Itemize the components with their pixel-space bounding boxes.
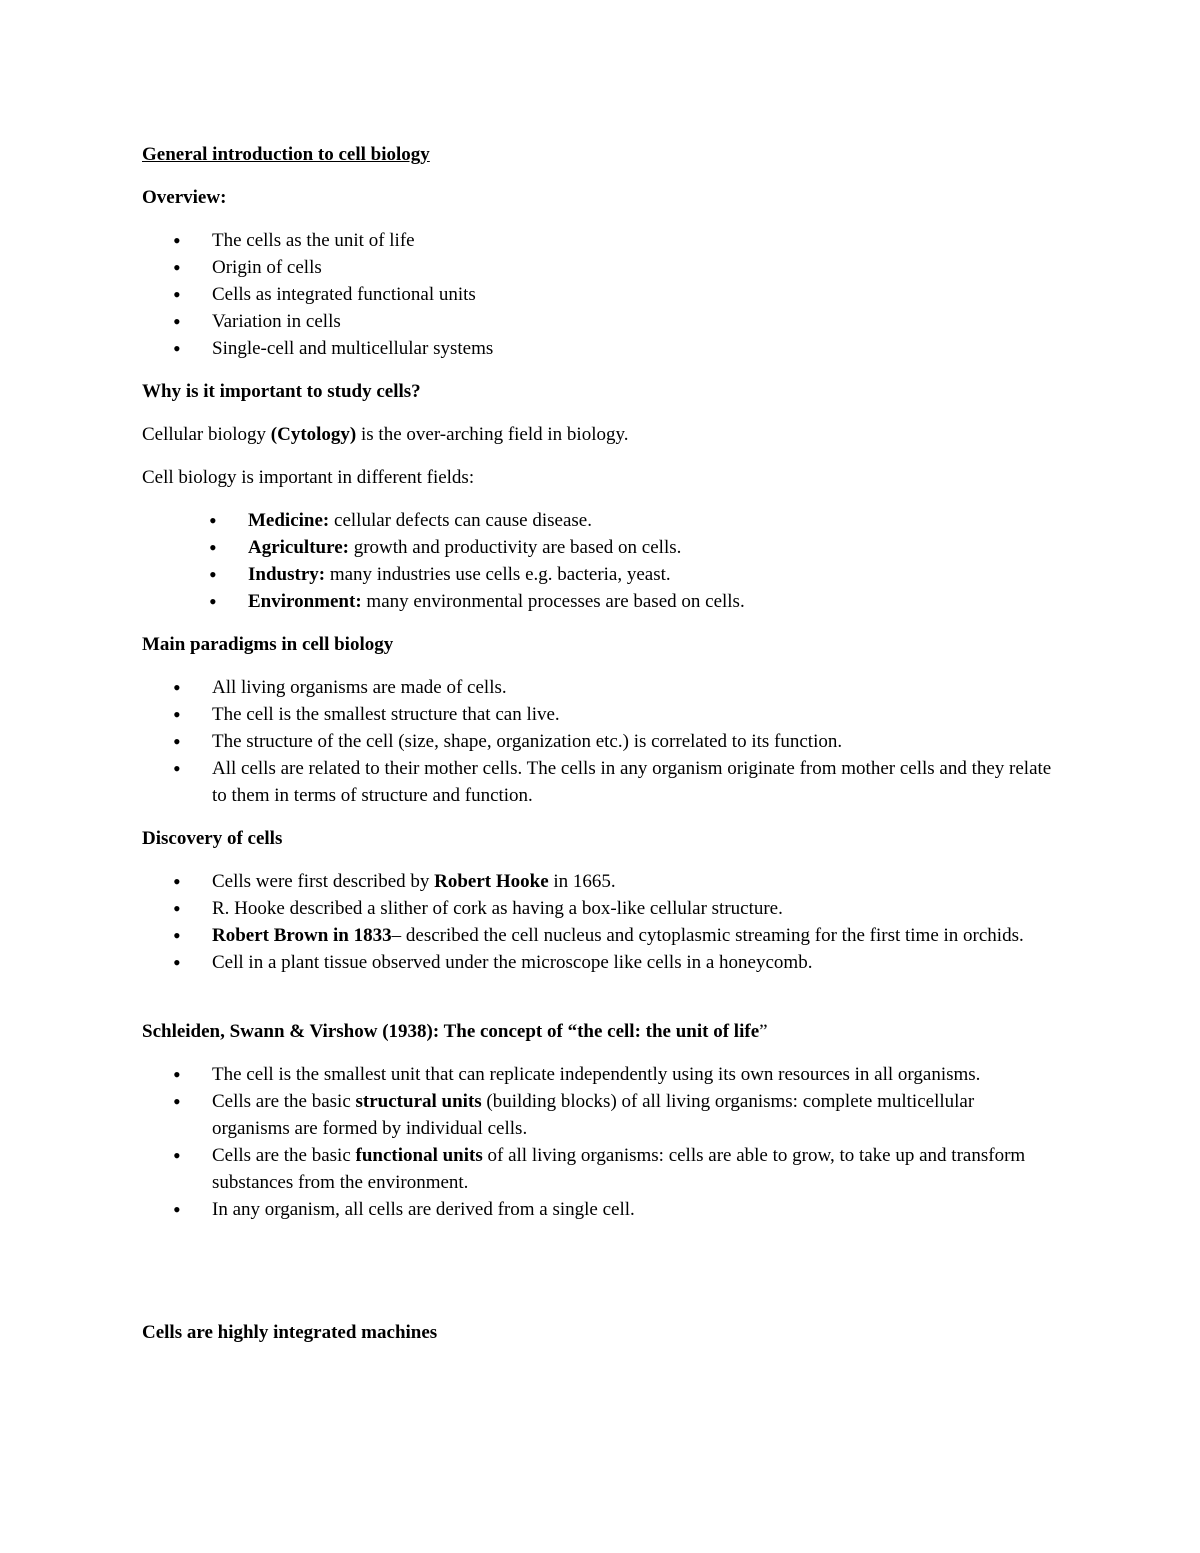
- cytology-paragraph: [142, 421, 1052, 448]
- text-run: Cellular biology: [142, 424, 271, 445]
- text-run: Cells are the basic: [212, 1091, 356, 1112]
- text-run: in 1665.: [548, 871, 616, 892]
- list-item: • All cells are related to their mother cells. The cells in any organism originate from mother cells and they relate to them in terms of structure and function.: [142, 755, 1052, 809]
- field-label: Environment:: [248, 591, 362, 612]
- list-item: • The structure of the cell (size, shape, organization etc.) is correlated to its function.: [142, 728, 1052, 755]
- text-run: Cells are the basic: [212, 1145, 356, 1166]
- list-item: • Cell in a plant tissue observed under the microscope like cells in a honeycomb.: [142, 949, 1052, 976]
- discovery-list: [142, 868, 1052, 976]
- bold-term: (Cytology): [270, 424, 357, 445]
- field-text: growth and productivity are based on cells.: [348, 537, 682, 558]
- list-item: [142, 561, 1052, 588]
- text-run: Cells were first described by: [212, 871, 435, 892]
- list-item: • All living organisms are made of cells.: [142, 674, 1052, 701]
- bold-term: Robert Hooke: [434, 871, 549, 892]
- fields-list: [142, 507, 1052, 615]
- text-run: of all living organisms: cells are able to grow, to take up and transform substances from the environment.: [212, 1145, 1026, 1193]
- overview-heading: Overview:: [142, 187, 227, 208]
- list-item: • Variation in cells: [142, 308, 1052, 335]
- bold-term: Robert Brown in 1833: [212, 925, 392, 946]
- list-item: • Origin of cells: [142, 254, 1052, 281]
- list-item: [142, 507, 1052, 534]
- bold-term: functional units: [355, 1145, 483, 1166]
- field-label: Agriculture:: [248, 537, 349, 558]
- list-item: • In any organism, all cells are derived from a single cell.: [142, 1196, 1052, 1223]
- why-heading: Why is it important to study cells?: [142, 381, 421, 402]
- list-item: [142, 1088, 1052, 1142]
- field-text: cellular defects can cause disease.: [329, 510, 592, 531]
- list-item: [142, 922, 1052, 949]
- list-item: • Single-cell and multicellular systems: [142, 335, 1052, 362]
- text-run: (building blocks) of all living organisms: complete multicellular organisms are formed by individual cells.: [212, 1091, 975, 1139]
- field-text: many environmental processes are based on cells.: [361, 591, 745, 612]
- bold-term: structural units: [355, 1091, 482, 1112]
- field-text: many industries use cells e.g. bacteria, yeast.: [325, 564, 671, 585]
- discovery-heading: Discovery of cells: [142, 828, 283, 849]
- text-run: is the over-arching field in biology.: [356, 424, 629, 445]
- overview-list: [142, 227, 1052, 362]
- list-item: • The cell is the smallest unit that can replicate independently using its own resources in all organisms.: [142, 1061, 1052, 1088]
- fields-intro-paragraph: Cell biology is important in different fields:: [142, 467, 475, 488]
- schleiden-list: [142, 1061, 1052, 1223]
- list-item: [142, 868, 1052, 895]
- schleiden-heading: [142, 1018, 1052, 1045]
- list-item: • The cell is the smallest structure that can live.: [142, 701, 1052, 728]
- text-run: – described the cell nucleus and cytoplasmic streaming for the first time in orchids.: [391, 925, 1024, 946]
- document-title: General introduction to cell biology: [142, 144, 430, 165]
- spacer: [142, 992, 1052, 1018]
- paradigms-list: [142, 674, 1052, 809]
- field-label: Industry:: [248, 564, 326, 585]
- list-item: • Cells as integrated functional units: [142, 281, 1052, 308]
- field-label: Medicine:: [248, 510, 330, 531]
- text-run: Schleiden, Swann & Virshow (1938): The concept of “the cell: the unit of life: [142, 1021, 760, 1042]
- list-item: [142, 588, 1052, 615]
- document-body: [142, 141, 1052, 1362]
- list-item: [142, 1142, 1052, 1196]
- list-item: [142, 534, 1052, 561]
- spacer: [142, 1239, 1052, 1319]
- paradigms-heading: Main paradigms in cell biology: [142, 634, 394, 655]
- text-run: ”: [759, 1021, 768, 1042]
- machines-heading: Cells are highly integrated machines: [142, 1322, 438, 1343]
- list-item: • The cells as the unit of life: [142, 227, 1052, 254]
- list-item: • R. Hooke described a slither of cork as having a box-like cellular structure.: [142, 895, 1052, 922]
